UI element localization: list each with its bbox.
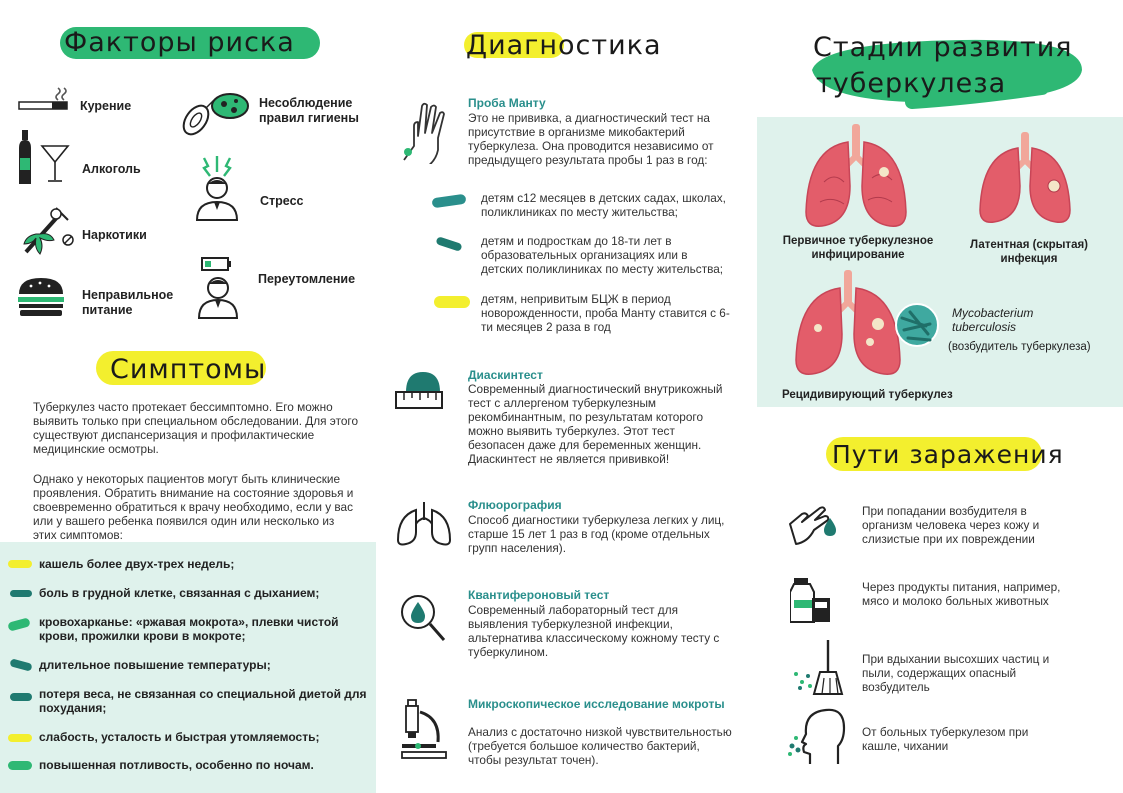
way-cough-text: От больных туберкулезом при кашле, чихании xyxy=(862,725,1029,753)
risk-item-stress: Стресс xyxy=(260,194,304,208)
mantoux-title: Проба Манту xyxy=(468,96,546,110)
way-dust-text: При вдыхании высохших частиц и пыли, содержащих опасный возбудитель xyxy=(862,652,1050,694)
symptoms-title: Симптомы xyxy=(110,354,267,385)
food-icon xyxy=(790,576,832,624)
cigarette-icon xyxy=(18,84,70,114)
diaskin-title: Диаскинтест xyxy=(468,368,543,382)
symptom-item: длительное повышение температуры; xyxy=(39,658,271,672)
risk-item-alcohol: Алкоголь xyxy=(82,162,141,176)
fluoro-title: Флюорография xyxy=(468,498,562,512)
stages-title-line2: туберкулеза xyxy=(816,68,1007,99)
bacterium-name: Mycobacterium tuberculosis xyxy=(952,306,1034,334)
mycobacterium-icon xyxy=(894,302,940,348)
latent-lungs-illustration xyxy=(978,130,1072,230)
lungs-icon xyxy=(396,500,452,546)
cough-icon xyxy=(786,706,846,768)
bacteria-icon xyxy=(174,86,254,142)
mantoux-bullet: детям с12 месяцев в детских садах, школах, поликлиниках по месту жительства; xyxy=(481,191,726,219)
symptom-marker xyxy=(10,693,32,701)
tired-person-icon xyxy=(196,256,242,320)
alcohol-icon xyxy=(16,128,72,186)
symptom-item: боль в грудной клетке, связанная с дыханием; xyxy=(39,586,320,600)
mantoux-bullet: детям и подросткам до 18-ти лет в образовательных организациях или в детских поликлиниках по месту жительства; xyxy=(481,234,724,276)
symptom-marker xyxy=(10,590,32,597)
risk-item-smoking: Курение xyxy=(80,99,132,113)
magnifier-drop-icon xyxy=(398,592,448,644)
diagnostics-title: Диагностика xyxy=(466,30,662,61)
diaskintest-icon xyxy=(394,366,444,412)
broom-dust-icon xyxy=(790,638,844,696)
symptoms-intro-2: Однако у некоторых пациентов могут быть клинические проявления. Обратить внимание на состояние здоровья и своевременно обратиться к врачу необходимо, если у вас или у вашего ребенка появился один или несколько из этих симптомов: xyxy=(33,472,354,542)
drugs-icon xyxy=(16,200,76,262)
fluoro-text: Способ диагностики туберкулеза легких у лиц, старше 15 лет 1 раз в год (кроме отдельных групп населения). xyxy=(468,513,725,555)
glove-icon xyxy=(396,100,454,164)
symptoms-intro-1: Туберкулез часто протекает бессимптомно. Его можно выявить только при специальном обследовании. Для этого существуют диспансеризация и профилактические медицинские осмотры. xyxy=(33,400,359,456)
mantoux-marker xyxy=(435,236,462,252)
stage-recurrent-caption: Рецидивирующий туберкулез xyxy=(782,389,953,401)
quanti-text: Современный лабораторный тест для выявления туберкулезной инфекции, альтернатива классическому кожному тесту с туберкулином. xyxy=(468,603,720,659)
symptom-item: слабость, усталость и быстрая утомляемость; xyxy=(39,730,320,744)
quanti-title: Квантифероновый тест xyxy=(468,588,610,602)
mantoux-text: Это не прививка, а диагностический тест на присутствие в организме микобактерий туберкулеза. Она проводится независимо от предыдущего результата пробы 1 раз в год: xyxy=(468,111,714,167)
symptom-marker xyxy=(8,560,32,568)
mantoux-marker xyxy=(431,194,466,209)
bacterium-note: (возбудитель туберкулеза) xyxy=(948,341,1091,353)
diaskin-text: Современный диагностический внутрикожный тест с аллергеном туберкулезным рекомбинантным, по результатам которого можно выявить туберкулез. Этот тест безопасен даже для беременных женщин. Диаскинтест не является прививкой! xyxy=(468,382,723,466)
risk-item-fatigue: Переутомление xyxy=(258,272,356,286)
risk-item-diet: Неправильное питание xyxy=(82,288,174,317)
stage-primary-caption: Первичное туберкулезное инфицирование xyxy=(782,235,934,261)
micro-title: Микроскопическое исследование мокроты xyxy=(468,697,725,711)
primary-lungs-illustration xyxy=(804,122,908,234)
stage-latent-caption: Латентная (скрытая) инфекция xyxy=(970,239,1088,265)
stages-title-line1: Стадии развития xyxy=(813,32,1073,63)
symptom-item: повышенная потливость, особенно по ночам. xyxy=(39,758,314,772)
way-food-text: Через продукты питания, например, мясо и молоко больных животных xyxy=(862,580,1061,608)
symptom-item: кашель более двух-трех недель; xyxy=(39,557,235,571)
ways-title: Пути заражения xyxy=(832,440,1064,469)
burger-icon xyxy=(16,276,66,318)
symptom-marker xyxy=(8,761,32,770)
risk-title: Факторы риска xyxy=(64,27,295,58)
hand-drop-icon xyxy=(786,502,840,550)
microscope-icon xyxy=(400,698,450,760)
symptom-marker xyxy=(8,734,32,742)
risk-item-hygiene: Несоблюдение правил гигиены xyxy=(259,96,359,125)
recurrent-lungs-illustration xyxy=(794,268,902,382)
symptom-item: потеря веса, не связанная со специальной диетой для похудания; xyxy=(39,687,367,715)
mantoux-bullet: детям, непривитым БЦЖ в период новорожденности, проба Манту ставится с 6-ти месяцев 2 раза в год xyxy=(481,292,730,334)
risk-item-drugs: Наркотики xyxy=(82,228,147,242)
symptom-item: кровохарканье: «ржавая мокрота», плевки чистой крови, прожилки крови в мокроте; xyxy=(39,615,339,643)
way-skin-text: При попадании возбудителя в организм человека через кожу и слизистые при их повреждении xyxy=(862,504,1040,546)
mantoux-marker xyxy=(434,296,470,308)
stress-person-icon xyxy=(192,154,242,222)
micro-text: Анализ с достаточно низкой чувствительностью (требуется большое количество бактерий, чтобы результат точен). xyxy=(468,725,732,767)
